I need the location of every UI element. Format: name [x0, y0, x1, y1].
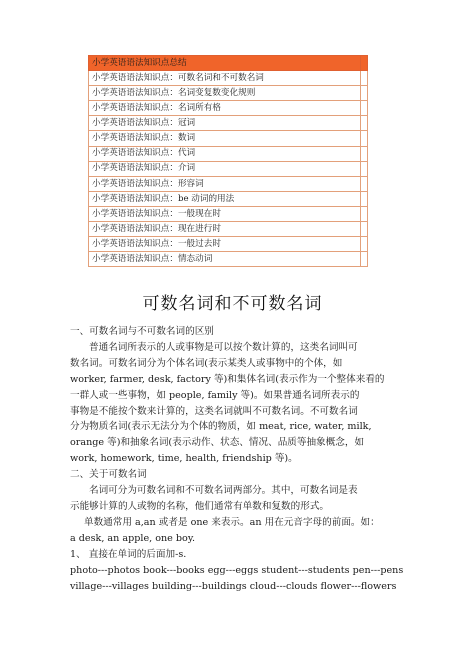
toc-item[interactable]: 小学英语语法知识点：数词 — [89, 131, 361, 146]
toc-gap — [361, 252, 368, 267]
toc-item[interactable]: 小学英语语法知识点：现在进行时 — [89, 222, 361, 237]
toc-row[interactable] — [89, 176, 368, 191]
toc-gap — [361, 161, 368, 176]
paragraph-line: 分为物质名词(表示无法分为个体的物质，如 meat, rice, water, milk, — [70, 421, 372, 433]
toc-gap — [361, 86, 368, 101]
paragraph-line: 示能够计算的人或物的名称，他们通常有单数和复数的形式。 — [70, 500, 330, 512]
toc-row[interactable] — [89, 86, 368, 101]
example-line: village---villages building---buildings cloud---clouds flower---flowers — [70, 580, 397, 592]
toc-row[interactable] — [89, 252, 368, 267]
toc-row[interactable] — [89, 237, 368, 252]
toc-table — [88, 55, 368, 267]
toc-row[interactable] — [89, 131, 368, 146]
toc-gap — [361, 176, 368, 191]
toc-item[interactable]: 小学英语语法知识点：冠词 — [89, 116, 361, 131]
toc-item[interactable]: 小学英语语法知识点：名词变复数变化规则 — [89, 86, 361, 101]
toc-item[interactable]: 小学英语语法知识点：情态动词 — [89, 252, 361, 267]
paragraph-line: 单数通常用 a,an 或者是 one 来表示。an 用在元音字母的前面。如： — [84, 516, 380, 528]
toc-item[interactable]: 小学英语语法知识点：一般现在时 — [89, 206, 361, 221]
toc-row[interactable] — [89, 161, 368, 176]
paragraph-line: 事物是不能按个数来计算的，这类名词就叫不可数名词。不可数名词 — [70, 405, 358, 417]
toc-gap — [361, 101, 368, 116]
rule-heading: 1、 直接在单词的后面加-s. — [70, 548, 187, 560]
toc-item[interactable]: 小学英语语法知识点：形容词 — [89, 176, 361, 191]
section-heading: 二、关于可数名词 — [70, 469, 147, 481]
section-heading: 一、可数名词与不可数名词的区别 — [70, 326, 214, 337]
toc-item[interactable]: 小学英语语法知识点：可数名词和不可数名词 — [89, 71, 361, 86]
toc-item[interactable]: 小学英语语法知识点：be 动词的用法 — [89, 191, 361, 206]
toc-gap — [361, 116, 368, 131]
toc-row[interactable] — [89, 116, 368, 131]
toc-row[interactable] — [89, 191, 368, 206]
toc-gap — [361, 237, 368, 252]
toc-row[interactable] — [89, 206, 368, 221]
paragraph-line: 普通名词所表示的人或事物是可以按个数计算的，这类名词叫可 — [89, 341, 358, 353]
page-title: 可数名词和不可数名词 — [142, 294, 323, 314]
toc-row[interactable] — [89, 222, 368, 237]
example-line: a desk, an apple, one boy. — [70, 532, 196, 544]
toc-item[interactable]: 小学英语语法知识点：一般过去时 — [89, 237, 361, 252]
toc-item[interactable]: 小学英语语法知识点：介词 — [89, 161, 361, 176]
toc-row[interactable] — [89, 71, 368, 86]
toc-header-gap — [361, 56, 368, 71]
example-line: photo---photos book---books egg---eggs student---students pen---pens — [70, 564, 404, 576]
paragraph-line: 一群人或一些事物，如 people, family 等)。如果普通名词所表示的 — [70, 389, 360, 401]
paragraph-line: work, homework, time, health, friendship 等)。 — [70, 453, 298, 465]
toc-item[interactable]: 小学英语语法知识点：代词 — [89, 146, 361, 161]
toc-gap — [361, 146, 368, 161]
toc-gap — [361, 191, 368, 206]
toc-header-cell: 小学英语语法知识点总结 — [89, 56, 361, 71]
toc-gap — [361, 131, 368, 146]
toc-item[interactable]: 小学英语语法知识点：名词所有格 — [89, 101, 361, 116]
toc-row[interactable] — [89, 101, 368, 116]
paragraph-line: orange 等)和抽象名词(表示动作、状态、情况、品质等抽象概念，如 — [70, 437, 365, 449]
paragraph-line: worker, farmer, desk, factory 等)和集体名词(表示作为一个整体来看的 — [70, 373, 385, 385]
toc-gap — [361, 71, 368, 86]
paragraph-line: 数名词。可数名词分为个体名词(表示某类人或事物中的个体，如 — [70, 357, 343, 369]
article-body — [70, 324, 404, 594]
toc-row[interactable] — [89, 146, 368, 161]
toc-header-row — [89, 56, 368, 71]
toc-gap — [361, 206, 368, 221]
toc-gap — [361, 222, 368, 237]
paragraph-line: 名词可分为可数名词和不可数名词两部分。其中，可数名词是表 — [89, 485, 358, 497]
